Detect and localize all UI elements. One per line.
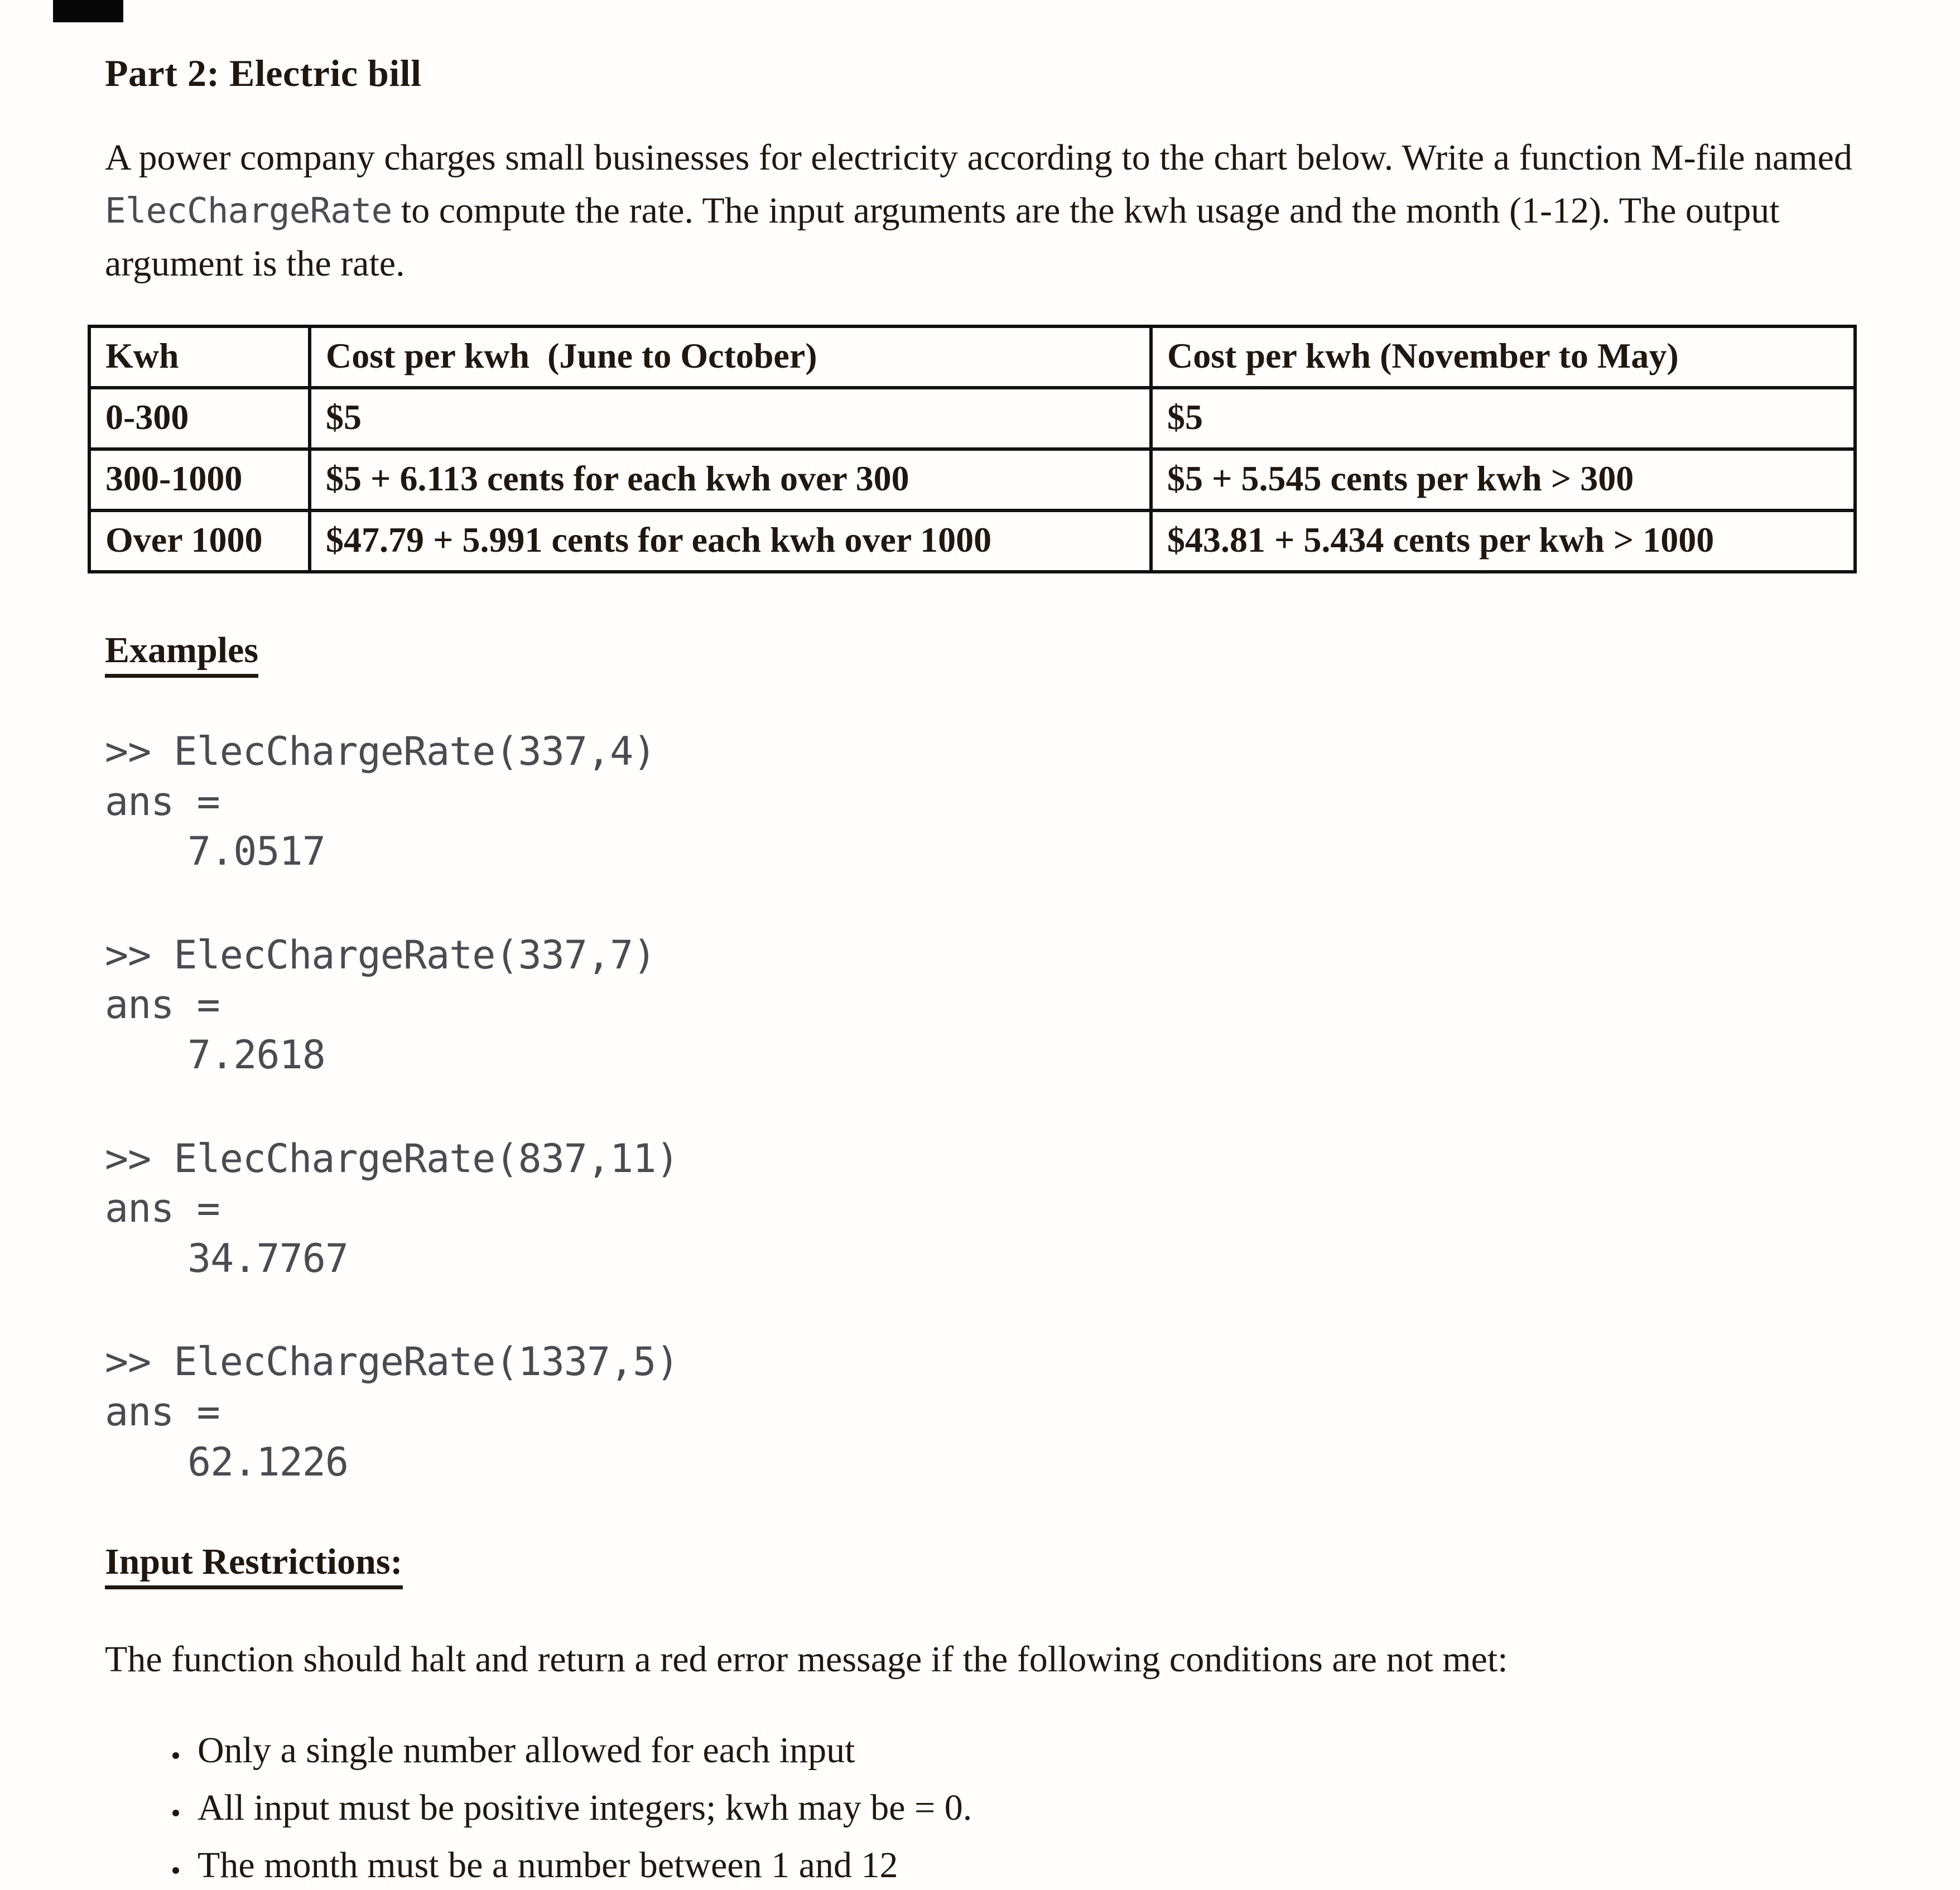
table-cell: $5 + 5.545 cents per kwh > 300: [1151, 449, 1855, 510]
column-header-winter: Cost per kwh (November to May): [1151, 326, 1855, 388]
table-cell: $47.79 + 5.991 cents for each kwh over 1000: [310, 510, 1151, 572]
page-title: Part 2: Electric bill: [105, 52, 422, 94]
table-cell: 300-1000: [89, 449, 310, 510]
console-command: >> ElecChargeRate(337,4): [105, 729, 656, 775]
console-command: >> ElecChargeRate(337,7): [105, 932, 656, 978]
table-header-row: [89, 326, 1855, 388]
table-cell: $5: [310, 388, 1151, 449]
console-ans: ans =: [105, 1389, 220, 1435]
intro-text-before: A power company charges small businesses for electricity according to the chart below. Write a function M-file named: [105, 137, 1852, 178]
table-row: [89, 510, 1855, 572]
column-header-kwh: Kwh: [89, 326, 310, 388]
intro-paragraph: [105, 131, 1879, 290]
console-command: >> ElecChargeRate(837,11): [105, 1135, 679, 1182]
restriction-item: • All input must be positive integers; kwh may be = 0.: [190, 1783, 1910, 1832]
console-example: [105, 727, 1910, 877]
restrictions-list: [105, 1726, 1910, 1889]
console-example: [105, 1134, 1910, 1284]
console-command: >> ElecChargeRate(1337,5): [105, 1339, 679, 1385]
restriction-item: • Only a single number allowed for each input: [190, 1726, 1910, 1775]
intro-text-after: to compute the rate. The input arguments are the kwh usage and the month (1-12). The output argument is the rate.: [105, 190, 1780, 285]
console-result: 7.2618: [187, 1032, 325, 1078]
console-ans: ans =: [105, 1185, 220, 1232]
restrictions-description: The function should halt and return a red error message if the following conditions are not met:: [105, 1639, 1508, 1680]
console-ans: ans =: [105, 778, 220, 825]
table-cell: $5 + 6.113 cents for each kwh over 300: [310, 449, 1151, 510]
console-example: [105, 930, 1910, 1081]
examples-heading: Examples: [105, 629, 1910, 678]
table-row: [89, 449, 1855, 510]
console-result: 62.1226: [187, 1439, 349, 1485]
column-header-summer: Cost per kwh (June to October): [310, 326, 1151, 388]
function-name-inline-code: ElecChargeRate: [105, 190, 392, 232]
console-result: 34.7767: [187, 1235, 349, 1281]
table-cell: 0-300: [89, 388, 310, 449]
table-cell: $5: [1151, 388, 1855, 449]
table-cell: Over 1000: [89, 510, 310, 572]
rate-table: [88, 325, 1857, 573]
scan-artifact-mark: [53, 0, 123, 22]
input-restrictions-heading: Input Restrictions:: [105, 1541, 1910, 1589]
console-ans: ans =: [105, 982, 220, 1028]
table-cell: $43.81 + 5.434 cents per kwh > 1000: [1151, 510, 1855, 572]
table-row: [89, 388, 1855, 449]
console-result: 7.0517: [187, 828, 325, 875]
restriction-item: • The month must be a number between 1 and 12: [190, 1841, 1910, 1889]
console-example: [105, 1337, 1910, 1487]
